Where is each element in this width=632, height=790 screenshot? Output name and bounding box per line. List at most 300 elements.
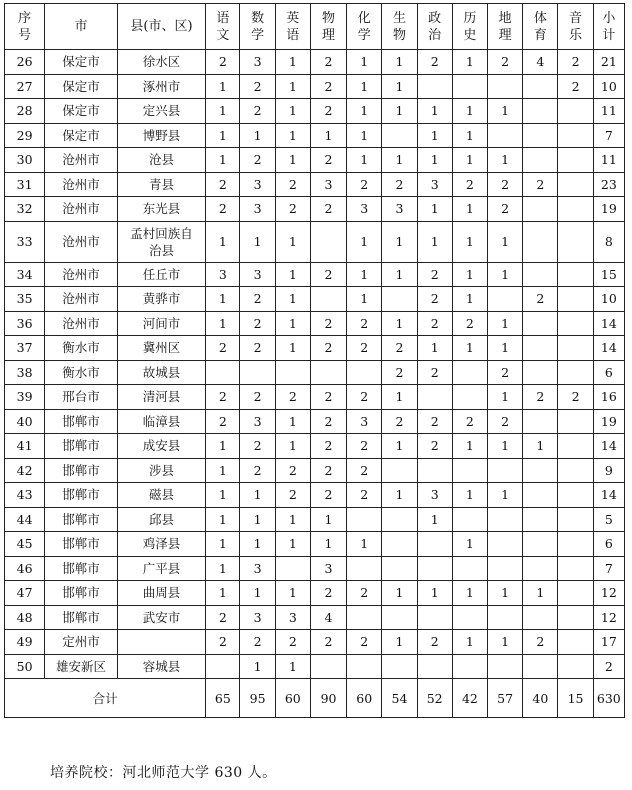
table-row [5,172,625,197]
row-number: 42 [5,458,45,483]
count-cell: 2 [347,458,382,483]
subtotal-cell: 14 [593,434,624,459]
table-row [5,507,625,532]
count-cell: 1 [240,483,275,508]
count-cell [488,123,523,148]
header-subject: 语 文 [206,4,240,50]
count-cell: 1 [452,50,487,75]
count-cell: 2 [310,148,346,173]
count-cell [417,385,452,410]
count-cell: 1 [417,197,452,222]
city-cell: 雄安新区 [45,654,117,679]
city-cell: 邯郸市 [45,532,117,557]
count-cell: 1 [310,507,346,532]
row-number: 34 [5,262,45,287]
count-cell [310,360,346,385]
count-cell: 1 [347,74,382,99]
county-cell: 黄骅市 [117,287,206,312]
count-cell [523,654,558,679]
city-cell: 邯郸市 [45,434,117,459]
count-cell: 1 [206,483,240,508]
count-cell [523,507,558,532]
count-cell [558,630,593,655]
table-row [5,336,625,361]
count-cell [382,507,417,532]
count-cell: 1 [417,99,452,124]
count-cell: 2 [206,172,240,197]
count-cell: 2 [417,262,452,287]
count-cell [523,409,558,434]
count-cell [558,148,593,173]
row-number: 43 [5,483,45,508]
county-cell: 任丘市 [117,262,206,287]
count-cell: 1 [206,507,240,532]
count-cell: 1 [206,287,240,312]
count-cell: 2 [240,311,275,336]
count-cell [240,360,275,385]
count-cell: 2 [275,197,310,222]
count-cell: 2 [275,458,310,483]
count-cell: 3 [240,197,275,222]
subtotal-cell: 11 [593,99,624,124]
count-cell [558,434,593,459]
count-cell [558,409,593,434]
count-cell: 3 [417,172,452,197]
subtotal-cell: 14 [593,311,624,336]
subtotal-cell: 12 [593,581,624,606]
total-cell: 52 [417,679,452,718]
count-cell: 1 [452,197,487,222]
count-cell: 2 [240,458,275,483]
count-cell: 1 [275,123,310,148]
total-cell: 54 [382,679,417,718]
count-cell [523,99,558,124]
count-cell: 2 [523,385,558,410]
table-row [5,360,625,385]
table-row [5,434,625,459]
count-cell [206,360,240,385]
header-subject: 化 学 [347,4,382,50]
county-cell: 清河县 [117,385,206,410]
city-cell: 邯郸市 [45,507,117,532]
count-cell: 2 [310,99,346,124]
subtotal-cell: 12 [593,605,624,630]
count-cell: 1 [452,336,487,361]
count-cell: 1 [240,532,275,557]
count-cell [523,197,558,222]
table-row [5,654,625,679]
count-cell [523,262,558,287]
count-cell: 2 [206,605,240,630]
count-cell: 2 [310,458,346,483]
county-cell: 故城县 [117,360,206,385]
count-cell: 1 [275,532,310,557]
count-cell: 1 [206,556,240,581]
count-cell: 1 [382,221,417,262]
count-cell: 3 [240,556,275,581]
table-row [5,311,625,336]
total-cell: 60 [347,679,382,718]
header-county: 县(市、区) [117,4,206,50]
table-row [5,556,625,581]
total-label: 合计 [5,679,206,718]
count-cell [488,507,523,532]
county-cell: 冀州区 [117,336,206,361]
subtotal-cell: 21 [593,50,624,75]
count-cell: 2 [417,287,452,312]
count-cell: 2 [523,630,558,655]
city-cell: 保定市 [45,123,117,148]
count-cell: 1 [488,311,523,336]
count-cell: 1 [240,581,275,606]
table-row [5,221,625,262]
count-cell: 1 [275,74,310,99]
count-cell [523,605,558,630]
city-cell: 衡水市 [45,336,117,361]
count-cell: 2 [240,148,275,173]
count-cell: 1 [452,262,487,287]
county-cell: 博野县 [117,123,206,148]
row-number: 32 [5,197,45,222]
count-cell: 1 [206,311,240,336]
count-cell: 1 [275,311,310,336]
row-number: 28 [5,99,45,124]
row-number: 40 [5,409,45,434]
count-cell: 2 [523,287,558,312]
count-cell: 2 [382,336,417,361]
count-cell [452,556,487,581]
count-cell: 1 [206,123,240,148]
county-cell: 邱县 [117,507,206,532]
count-cell: 2 [347,311,382,336]
count-cell [382,556,417,581]
count-cell: 2 [275,483,310,508]
count-cell: 3 [240,409,275,434]
count-cell [488,654,523,679]
total-cell: 15 [558,679,593,718]
row-number: 30 [5,148,45,173]
header-subject: 地 理 [488,4,523,50]
quota-table [4,3,625,718]
county-cell: 沧县 [117,148,206,173]
city-cell: 保定市 [45,74,117,99]
table-row [5,630,625,655]
city-cell: 沧州市 [45,262,117,287]
count-cell: 1 [382,74,417,99]
header-city: 市 [45,4,117,50]
count-cell [452,74,487,99]
count-cell [452,458,487,483]
count-cell: 1 [488,221,523,262]
county-cell: 河间市 [117,311,206,336]
count-cell: 1 [275,507,310,532]
count-cell [452,654,487,679]
count-cell [523,458,558,483]
total-cell: 630 [593,679,624,718]
count-cell: 1 [275,409,310,434]
count-cell [558,99,593,124]
count-cell: 1 [382,434,417,459]
header-subject: 政 治 [417,4,452,50]
count-cell [558,532,593,557]
count-cell [558,287,593,312]
row-number: 44 [5,507,45,532]
count-cell [558,221,593,262]
header-no: 序 号 [5,4,45,50]
city-cell: 邯郸市 [45,458,117,483]
count-cell: 1 [310,532,346,557]
city-cell: 沧州市 [45,287,117,312]
subtotal-cell: 10 [593,287,624,312]
count-cell: 2 [240,385,275,410]
county-cell: 孟村回族自 治县 [117,221,206,262]
count-cell [382,605,417,630]
count-cell [558,654,593,679]
count-cell: 2 [310,409,346,434]
count-cell [558,360,593,385]
count-cell: 1 [452,221,487,262]
count-cell [558,507,593,532]
row-number: 36 [5,311,45,336]
count-cell: 3 [240,605,275,630]
table-row [5,605,625,630]
count-cell: 1 [382,311,417,336]
row-number: 38 [5,360,45,385]
county-cell: 成安县 [117,434,206,459]
subtotal-cell: 5 [593,507,624,532]
count-cell: 1 [488,99,523,124]
county-cell: 广平县 [117,556,206,581]
subtotal-cell: 23 [593,172,624,197]
count-cell: 3 [206,262,240,287]
subtotal-cell: 7 [593,556,624,581]
city-cell: 保定市 [45,99,117,124]
total-cell: 60 [275,679,310,718]
count-cell: 4 [310,605,346,630]
county-cell: 磁县 [117,483,206,508]
count-cell: 1 [347,123,382,148]
count-cell: 1 [206,99,240,124]
count-cell: 2 [310,262,346,287]
count-cell: 1 [347,221,382,262]
count-cell: 2 [310,434,346,459]
count-cell: 1 [488,148,523,173]
count-cell: 2 [310,385,346,410]
count-cell [382,654,417,679]
count-cell [488,458,523,483]
count-cell: 2 [558,74,593,99]
subtotal-cell: 7 [593,123,624,148]
count-cell [523,148,558,173]
header-subject: 历 史 [452,4,487,50]
count-cell: 1 [382,262,417,287]
count-cell: 1 [275,336,310,361]
row-number: 37 [5,336,45,361]
count-cell [558,581,593,606]
count-cell: 1 [275,221,310,262]
count-cell [523,336,558,361]
count-cell [488,605,523,630]
count-cell [452,360,487,385]
count-cell: 1 [417,148,452,173]
count-cell: 2 [310,336,346,361]
county-cell: 曲周县 [117,581,206,606]
count-cell [417,654,452,679]
count-cell: 2 [206,630,240,655]
count-cell: 2 [240,99,275,124]
count-cell [558,197,593,222]
subtotal-cell: 19 [593,409,624,434]
table-row [5,262,625,287]
total-cell: 40 [523,679,558,718]
count-cell: 1 [382,581,417,606]
count-cell: 2 [275,385,310,410]
count-cell: 2 [347,336,382,361]
header-subject: 数 学 [240,4,275,50]
count-cell: 2 [347,434,382,459]
row-number: 47 [5,581,45,606]
count-cell: 1 [417,581,452,606]
count-cell [558,336,593,361]
count-cell: 2 [558,50,593,75]
count-cell: 1 [452,148,487,173]
count-cell: 1 [206,74,240,99]
count-cell [488,287,523,312]
total-cell: 42 [452,679,487,718]
city-cell: 衡水市 [45,360,117,385]
count-cell [558,458,593,483]
count-cell: 2 [310,630,346,655]
count-cell: 2 [488,172,523,197]
count-cell: 2 [347,385,382,410]
row-number: 48 [5,605,45,630]
count-cell: 2 [523,172,558,197]
count-cell [417,74,452,99]
count-cell: 1 [417,507,452,532]
count-cell [488,532,523,557]
count-cell [382,287,417,312]
table-row [5,148,625,173]
count-cell: 2 [417,50,452,75]
subtotal-cell: 17 [593,630,624,655]
count-cell [523,311,558,336]
count-cell: 1 [452,630,487,655]
county-cell: 容城县 [117,654,206,679]
count-cell: 1 [523,581,558,606]
row-number: 46 [5,556,45,581]
count-cell [523,74,558,99]
count-cell: 1 [240,507,275,532]
count-cell: 2 [417,360,452,385]
count-cell: 1 [240,123,275,148]
count-cell: 3 [275,605,310,630]
count-cell: 1 [347,148,382,173]
count-cell: 2 [558,385,593,410]
count-cell: 2 [275,630,310,655]
county-cell: 鸡泽县 [117,532,206,557]
city-cell: 沧州市 [45,221,117,262]
count-cell [523,221,558,262]
city-cell: 沧州市 [45,311,117,336]
count-cell: 2 [488,360,523,385]
count-cell: 1 [417,123,452,148]
row-number: 49 [5,630,45,655]
count-cell: 3 [240,50,275,75]
count-cell: 1 [382,483,417,508]
count-cell: 1 [452,287,487,312]
count-cell: 2 [382,409,417,434]
count-cell: 2 [452,409,487,434]
count-cell [347,360,382,385]
count-cell [523,123,558,148]
total-cell: 95 [240,679,275,718]
county-cell [117,630,206,655]
count-cell: 1 [275,148,310,173]
count-cell: 1 [206,434,240,459]
total-cell: 65 [206,679,240,718]
count-cell: 1 [452,123,487,148]
county-cell: 涉县 [117,458,206,483]
count-cell [347,556,382,581]
table-row [5,409,625,434]
county-cell: 定兴县 [117,99,206,124]
city-cell: 邢台市 [45,385,117,410]
count-cell: 1 [488,262,523,287]
count-cell: 3 [240,172,275,197]
count-cell [488,556,523,581]
count-cell: 1 [275,434,310,459]
count-cell: 2 [488,409,523,434]
city-cell: 邯郸市 [45,605,117,630]
count-cell [275,556,310,581]
count-cell: 3 [382,197,417,222]
count-cell: 2 [310,581,346,606]
count-cell: 3 [310,172,346,197]
header-row [5,4,625,50]
table-row [5,197,625,222]
count-cell: 1 [240,221,275,262]
header-subject: 英 语 [275,4,310,50]
count-cell: 1 [488,336,523,361]
count-cell: 3 [240,262,275,287]
count-cell [558,556,593,581]
table-row [5,483,625,508]
count-cell: 1 [488,630,523,655]
count-cell: 1 [206,148,240,173]
city-cell: 沧州市 [45,197,117,222]
count-cell: 1 [347,262,382,287]
table-row [5,74,625,99]
city-cell: 沧州市 [45,172,117,197]
count-cell [488,74,523,99]
count-cell: 2 [206,197,240,222]
count-cell: 2 [206,409,240,434]
total-cell: 57 [488,679,523,718]
count-cell: 1 [275,262,310,287]
count-cell: 1 [488,483,523,508]
count-cell [523,360,558,385]
count-cell: 2 [310,483,346,508]
header-subject: 体 育 [523,4,558,50]
subtotal-cell: 8 [593,221,624,262]
count-cell [452,385,487,410]
count-cell: 1 [382,630,417,655]
count-cell [347,605,382,630]
count-cell [310,287,346,312]
subtotal-cell: 2 [593,654,624,679]
table-row [5,532,625,557]
count-cell [558,605,593,630]
